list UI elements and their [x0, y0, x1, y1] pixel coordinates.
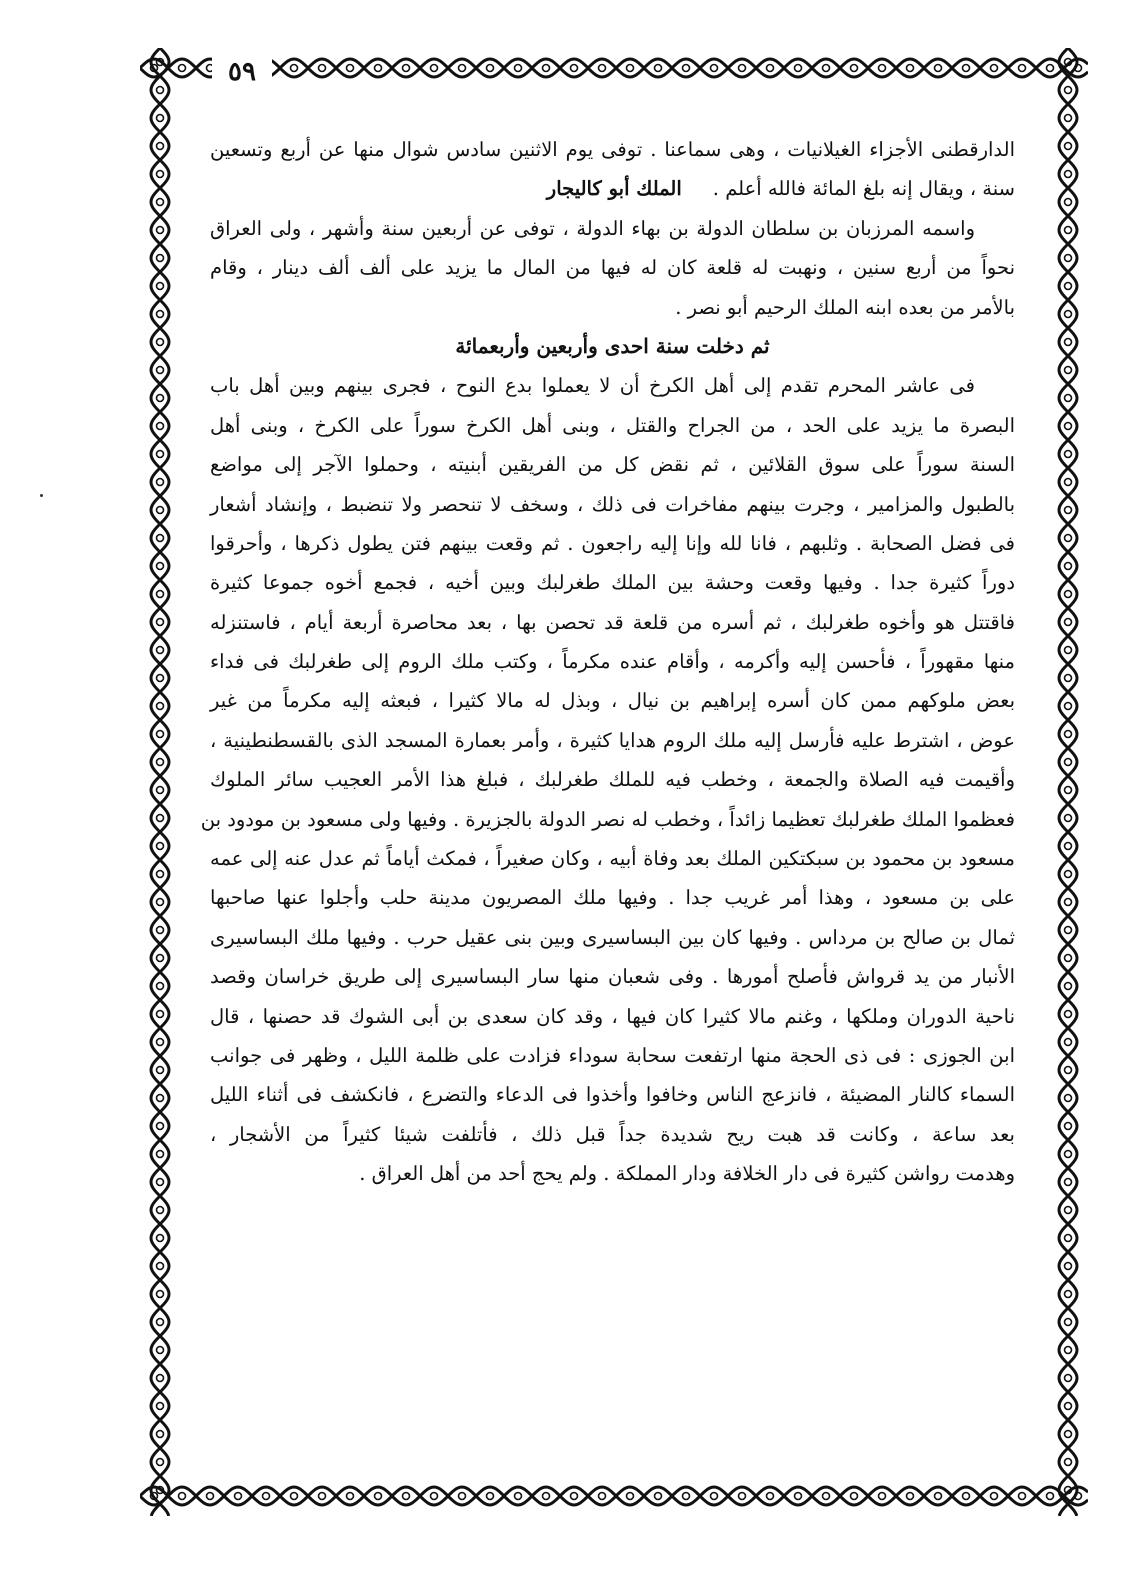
text-line: فى عاشر المحرم تقدم إلى أهل الكرخ أن لا يعملوا بدع النوح ، فجرى بينهم وبين أهل باب	[210, 374, 975, 398]
text-line: وأقيمت فيه الصلاة والجمعة ، وخطب فيه للملك طغرلبك ، فبلغ هذا الأمر العجيب سائر الملوك	[210, 768, 1015, 792]
text-line: ابن الجوزى : فى ذى الحجة منها ارتفعت سحابة سوداء فزادت على ظلمة الليل ، وظهر فى جوانب	[210, 1043, 1015, 1067]
text-line: فاقتتل هو وأخوه طغرلبك ، ثم أسره من قلعة قد تحصن بها ، بعد محاصرة أربعة أيام ، فاستنزله	[210, 610, 1015, 634]
text-line: عوض ، اشترط عليه فأرسل إليه ملك الروم هدايا كثيرة ، وأمر بعمارة المسجد الذى بالقسطنطينية ،	[210, 728, 1015, 752]
text-line: الدارقطنى الأجزاء الغيلانيات ، وهى سماعنا . توفى يوم الاثنين سادس شوال منها عن أربع وتسعين	[210, 138, 1015, 161]
text-line: بعض ملوكهم ممن كان أسره إبراهيم بن نيال ، وبذل له مالا كثيرا ، فبعثه إليه مكرماً من غير	[210, 689, 1015, 713]
border-right-chain	[1048, 48, 1088, 1516]
border-bottom-chain	[140, 1476, 1088, 1516]
text-line: مسعود بن محمود بن سبكتكين الملك بعد وفاة أبيه ، وكان صغيراً ، فمكث أياماً ثم عدل عنه إلى عمه	[210, 847, 1015, 871]
text-line: الأنبار من يد قرواش فأصلح أمورها . وفى شعبان منها سار البساسيرى إلى طريق خراسان وقصد	[210, 965, 1015, 989]
text-line: فى فضل الصحابة . وثلبهم ، فانا لله وإنا إليه راجعون . ثم وقعت بينهم فتن يطول ذكرها ، وأحرقوا	[210, 531, 1015, 555]
text-line: فعظموا الملك طغرلبك تعظيما زائداً ، وخطب له نصر الدولة بالجزيرة . وفيها ولى مسعود بن مودود بن	[200, 807, 1015, 831]
text-line: بالطبول والمزامير ، وجرت بينهم مفاخرات فى ذلك ، وسخف لا تنحصر ولا تنضبط ، وإنشاد أشعار	[210, 492, 1015, 516]
text-line: نحواً من أربع سنين ، ونهبت له قلعة كان له فيها من المال ما يزيد على ألف ألف دينار ، وقام	[210, 256, 1015, 280]
text-line: السنة سوراً على سوق القلائين ، ثم نقض كل من الفريقين أبنيته ، وحملوا الآجر إلى مواضع	[210, 453, 1015, 477]
scan-speck	[40, 494, 43, 497]
text-line	[210, 169, 1015, 208]
text-line: منها مقهوراً ، فأحسن إليه وأكرمه ، وأقام عنده مكرماً ، وكتب ملك الروم إلى طغرلبك فى فداء	[210, 650, 1015, 674]
text-line: على بن مسعود ، وهذا أمر غريب جدا . وفيها ملك المصريون مدينة حلب وأجلوا عنها صاحبها	[210, 886, 1015, 910]
border-left-chain	[140, 48, 180, 1516]
text-line: السماء كالنار المضيئة ، فانزعج الناس وخافوا وأخذوا فى الدعاء والتضرع ، فانكشف فى أثناء الليل	[210, 1083, 1015, 1107]
page-body	[200, 130, 1016, 1194]
text-line: البصرة ما يزيد على الحد ، من الجراح والقتل ، وبنى أهل الكرخ سوراً على الكرخ ، وبنى أهل	[210, 413, 1016, 437]
border-top-chain	[140, 48, 1088, 88]
text-line-part: سنة ، ويقال إنه بلغ المائة فالله أعلم .	[712, 177, 1015, 201]
text-line: واسمه المرزبان بن سلطان الدولة بن بهاء الدولة ، توفى عن أربعين سنة وأشهر ، ولى العراق	[210, 216, 975, 240]
text-line: بعد ساعة ، وكانت قد هبت ريح شديدة جداً قبل ذلك ، فأتلفت شيئا كثيراً من الأشجار ،	[210, 1122, 1015, 1146]
text-line: ثمال بن صالح بن مرداس . وفيها كان بين البساسيرى وبين بنى عقيل حرب . وفيها ملك البساسيرى	[210, 925, 1015, 949]
text-line: وهدمت رواشن كثيرة فى دار الخلافة ودار المملكة . ولم يحج أحد من أهل العراق .	[359, 1162, 1015, 1186]
text-line: بالأمر من بعده ابنه الملك الرحيم أبو نصر .	[675, 295, 1015, 319]
page-number: ٥٩	[212, 52, 272, 92]
section-heading-inline: الملك أبو كاليجار	[546, 177, 682, 201]
text-line: ناحية الدوران وملكها ، وغنم مالا كثيرا كان فيها ، وقد كان سعدى بن أبى الشوك قد حصنها ، قال	[210, 1004, 1015, 1028]
text-line: دوراً كثيرة جدا . وفيها وقعت وحشة بين الملك طغرلبك وبين أخيه ، فجمع أخوه جموعا كثيرة	[210, 571, 1015, 595]
section-heading: ثم دخلت سنة احدى وأربعين وأربعمائة	[455, 333, 770, 358]
